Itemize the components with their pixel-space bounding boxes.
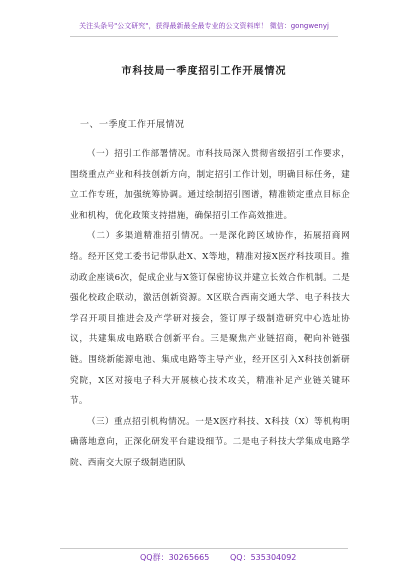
document-body	[70, 115, 350, 474]
page-header	[0, 0, 408, 52]
footer-divider	[60, 548, 348, 549]
paragraph-deployment: （一）招引工作部署情况。市科技局深入贯彻省级招引工作要求，围绕重点产业和科技创新方向，制定招引工作计划，明确目标任务，建立工作专班，加强统筹协调。通过绘制招引图谱，精准锁定重点目标企业和机构，优化政策支持措施，确保招引工作高效推进。	[70, 149, 350, 221]
document-title: 市科技局一季度招引工作开展情况	[121, 66, 287, 77]
header-divider	[70, 36, 338, 37]
footer-qq-contact: QQ：535304092	[230, 553, 297, 562]
section-heading: 一、一季度工作开展情况	[80, 120, 185, 130]
paragraph-institutions: （三）重点招引机构情况。一是X医疗科技、X科技（X）等机构明确落地意向，正深化研发平台建设细节。二是电子科技大学集成电路学院、西南交大原子级制造团队	[70, 416, 350, 468]
header-note: 关注头条号"公文研究"，获得最新最全最专业的公文资料库！ 微信：gongwenyj	[79, 22, 329, 30]
footer-qq-group: QQ群：30265665	[140, 553, 210, 562]
paragraph-channels: （二）多渠道精准招引情况。一是深化跨区域协作，拓展招商网络。经开区党工委书记带队赴X、X等地，精准对接X医疗科技项目。推动政企座谈6次，促成企业与X签订保密协议并建立长效合作机制。二是强化校政企联动，激活创新资源。X区联合西南交通大学、电子科技大学召开项目推进会及产学研对接会，签订厚子级制造研究中心选址协议，共建集成电路联合创新平台。三是聚焦产业链招商，靶向补链强链。围绕新能源电池、集成电路等主导产业，经开区引入X科技创新研究院，X区对接电子科大开展核心技术攻关，精准补足产业链关键环节。	[70, 231, 350, 407]
page-footer	[0, 548, 408, 570]
